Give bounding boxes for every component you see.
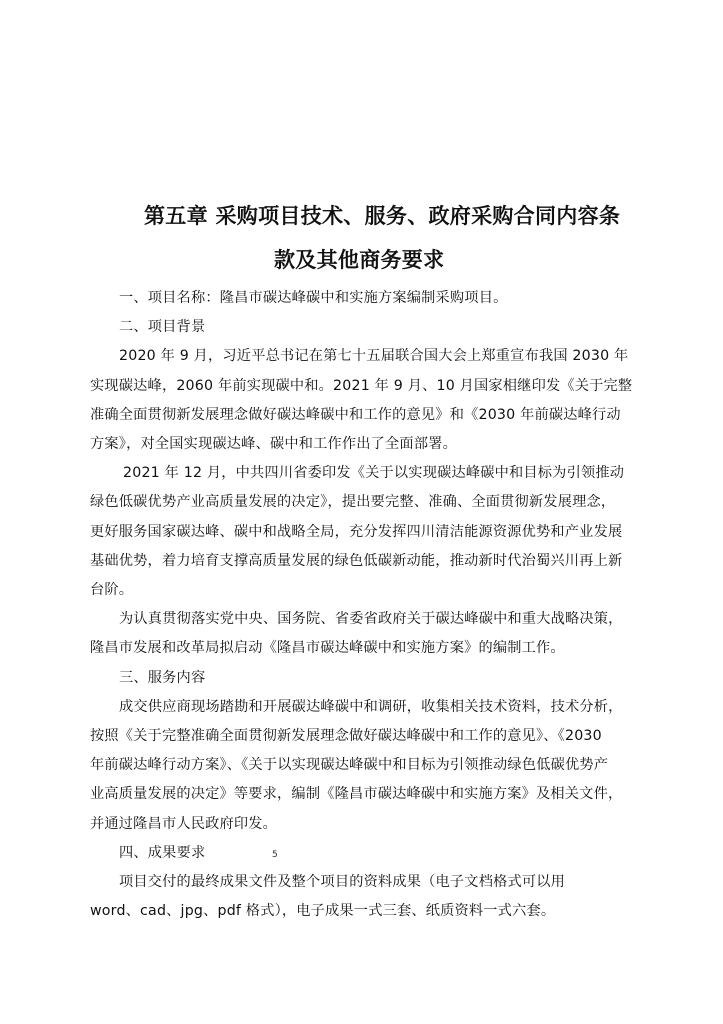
document-body [90,284,636,926]
deliverables-line: word、cad、jpg、pdf 格式），电子成果一式三套、纸质资料一式六套。 [90,903,556,920]
background-p2-line: 2021 年 12 月，中共四川省委印发《关于以实现碳达峰碳中和目标为引领推动 [123,465,625,482]
service-line: 按照《关于完整准确全面贯彻新发展理念做好碳达峰碳中和工作的意见》、《2030 [90,728,602,745]
background-heading: 二、项目背景 [119,319,206,336]
background-p2-line: 更好服务国家碳达峰、碳中和战略全局，充分发挥四川清洁能源资源优势和产业发展 [90,523,623,540]
service-line: 年前碳达峰行动方案》、《关于以实现碳达峰碳中和目标为引领推动绿色低碳优势产 [90,757,609,774]
service-line: 并通过隆昌市人民政府印发。 [90,815,278,832]
background-p3-line: 为认真贯彻落实党中央、国务院、省委省政府关于碳达峰碳中和重大战略决策， [119,611,623,628]
background-p2-line: 绿色低碳优势产业高质量发展的决定》，提出要完整、准确、全面贯彻新发展理念， [90,494,616,511]
background-p1-line: 方案》，对全国实现碳达峰、碳中和工作作出了全面部署。 [90,436,457,453]
background-p3-line: 隆昌市发展和改革局拟启动《隆昌市碳达峰碳中和实施方案》的编制工作。 [90,640,565,657]
project-name-line: 一、项目名称：隆昌市碳达峰碳中和实施方案编制采购项目。 [119,290,508,306]
service-line: 业高质量发展的决定》等要求，编制《隆昌市碳达峰碳中和实施方案》及相关文件， [90,786,623,803]
background-p2-line: 台阶。 [90,582,134,599]
chapter-title-line-1: 第五章 采购项目技术、服务、政府采购合同内容条 [144,204,621,228]
deliverables-line: 项目交付的最终成果文件及整个项目的资料成果（电子文档格式可以用 [119,874,566,891]
background-p1-line: 实现碳达峰，2060 年前实现碳中和。2021 年 9 月、10 月国家相继印发《关于完整 [90,377,633,394]
chapter-title-line-2: 款及其他商务要求 [274,248,445,272]
service-heading: 三、服务内容 [119,669,206,686]
background-p1-line: 准确全面贯彻新发展理念做好碳达峰碳中和工作的意见》和《2030 年前碳达峰行动 [90,406,621,423]
background-p2-line: 基础优势，着力培育支撑高质量发展的绿色低碳新动能，推动新时代治蜀兴川再上新 [90,552,623,569]
page-number: 5 [272,850,278,860]
background-p1-line: 2020 年 9 月，习近平总书记在第七十五届联合国大会上郑重宣布我国 2030 年 [119,348,629,365]
service-line: 成交供应商现场踏勘和开展碳达峰碳中和调研，收集相关技术资料，技术分析， [119,698,623,715]
deliverables-heading: 四、成果要求 [119,844,206,861]
